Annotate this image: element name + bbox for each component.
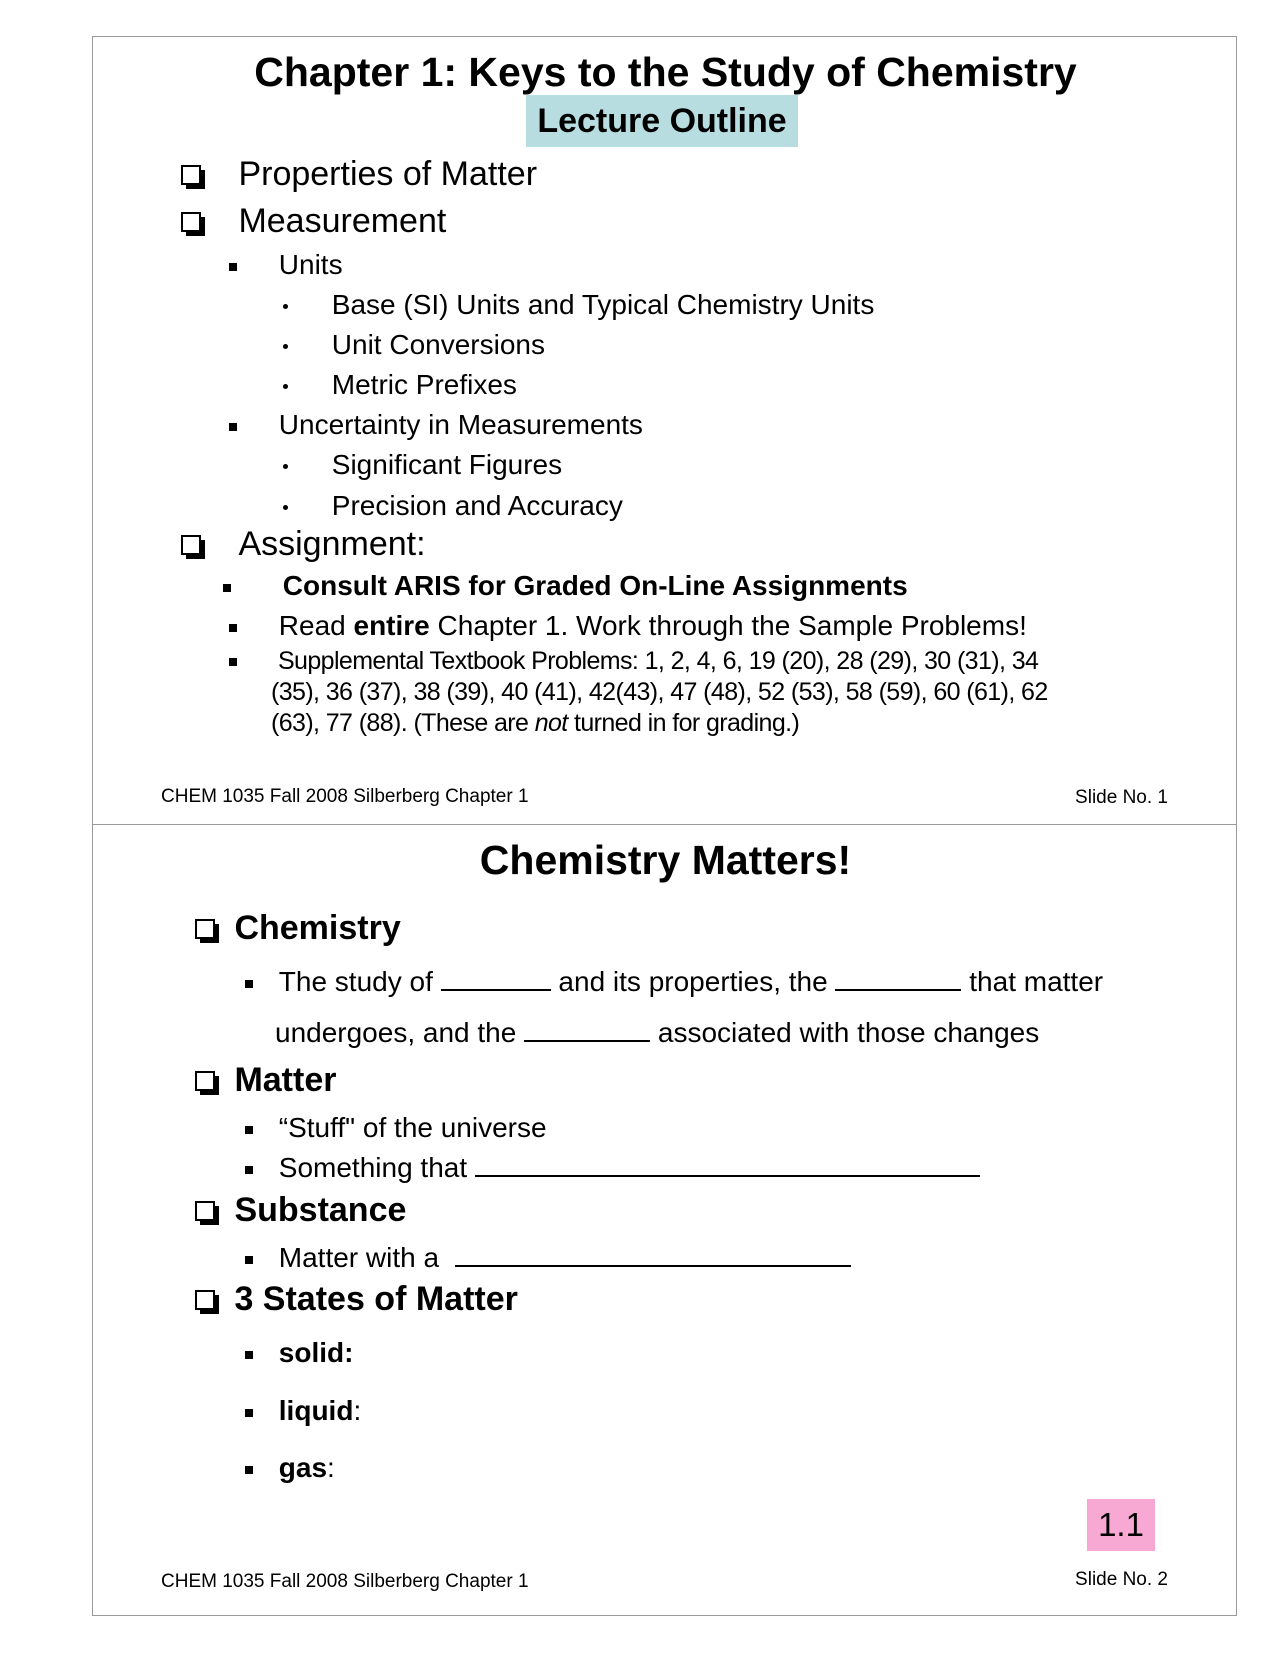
state-suffix: : [353,1395,362,1426]
slide-1 [92,36,1237,824]
assignment-item [229,647,1038,676]
bullet-label: Unit Conversions [331,329,545,360]
problems-line: Supplemental Textbook Problems: 1, 2, 4, 6, 19 (20), 28 (29), 30 (31), 34 [277,647,1039,675]
definition-line [245,965,1103,998]
fill-in-blank [441,965,551,991]
definition-line [275,1016,1039,1049]
topic-label: Properties of Matter [238,155,538,193]
fill-in-blank [475,1151,980,1177]
slide-2 [92,824,1237,1616]
bullet-label: Precision and Accuracy [331,490,623,521]
state-label: liquid [278,1395,354,1426]
definition-text: associated with those changes [650,1017,1040,1048]
problems-text: turned in for grading.) [567,709,800,737]
section-label: Matter [234,1061,337,1099]
list-item [245,1241,851,1274]
section-label: 3 States of Matter [234,1280,518,1318]
state-item [245,1337,353,1369]
state-suffix: : [327,1452,335,1483]
definition-text: The study of [278,966,441,997]
bullet-label: Significant Figures [331,449,563,480]
list-item-text: Something that [278,1152,475,1183]
square-bullet-icon [245,1126,253,1134]
square-bullet-icon [229,423,237,431]
footer-slide-number: Slide No. 1 [1075,787,1168,808]
checkbox-icon [181,535,201,555]
state-item [245,1395,361,1427]
dot-bullet-icon [283,464,288,469]
bullet-label: Base (SI) Units and Typical Chemistry Units [331,289,875,320]
problems-text: (63), 77 (88). (These are [271,709,535,737]
assignment-item [223,570,908,602]
definition-text: and its properties, the [550,966,836,997]
square-bullet-icon [245,1166,253,1174]
square-bullet-icon [245,1466,253,1474]
subtopic-label: Uncertainty in Measurements [278,409,643,440]
assignment-item [229,610,1027,642]
dot-bullet-icon [283,304,288,309]
topic-label: Assignment: [238,525,426,563]
subtopic-item [229,249,343,281]
section-label: Substance [234,1191,407,1229]
footer-course: CHEM 1035 Fall 2008 Silberberg Chapter 1 [161,786,529,807]
topic-item [181,202,446,241]
problems-emphasis: not [534,709,568,737]
topic-label: Measurement [238,202,447,240]
section-heading [195,1280,518,1319]
footer-course: CHEM 1035 Fall 2008 Silberberg Chapter 1 [161,1571,529,1592]
section-heading [195,1191,406,1230]
state-label: solid: [278,1337,354,1368]
section-heading [195,1061,336,1100]
fill-in-blank [455,1241,851,1267]
square-bullet-icon [245,1409,253,1417]
square-bullet-icon [223,584,231,592]
assignment-label-bold: entire [353,610,430,641]
square-bullet-icon [229,263,237,271]
checkbox-icon [195,919,215,939]
list-item-text: Matter with a [278,1242,447,1273]
fill-in-blank [524,1016,650,1042]
slide-section-badge: 1.1 [1087,1499,1155,1551]
assignment-label-suffix: Chapter 1. Work through the Sample Problems! [429,610,1027,641]
checkbox-icon [195,1071,215,1091]
square-bullet-icon [245,1256,253,1264]
dot-bullet-icon [283,384,288,389]
topic-item [181,525,426,564]
problems-line: (35), 36 (37), 38 (39), 40 (41), 42(43), 47 (48), 52 (53), 58 (59), 60 (61), 62 [271,678,1048,706]
section-heading [195,909,401,948]
list-item-text: “Stuff" of the universe [278,1112,547,1143]
fill-in-blank [835,965,961,991]
square-bullet-icon [229,658,237,666]
subtopic-item [229,409,643,441]
section-label: Chemistry [234,909,401,947]
list-item [245,1112,547,1144]
bullet-label: Metric Prefixes [331,369,517,400]
state-item [245,1452,335,1484]
slide-title: Chemistry Matters! [479,837,852,883]
checkbox-icon [181,212,201,232]
bullet-item [283,369,517,401]
checkbox-icon [181,165,201,185]
list-item [245,1151,980,1184]
state-label: gas [278,1452,328,1483]
square-bullet-icon [245,1351,253,1359]
bullet-item [283,449,562,481]
assignment-label-prefix: Read [278,610,354,641]
bullet-item [283,490,623,522]
dot-bullet-icon [283,505,288,510]
dot-bullet-icon [283,344,288,349]
topic-item [181,155,537,194]
checkbox-icon [195,1201,215,1221]
definition-text: undergoes, and the [275,1017,525,1048]
bullet-item [283,329,545,361]
subtopic-label: Units [278,249,343,280]
definition-text: that matter [961,966,1104,997]
square-bullet-icon [245,980,253,988]
footer-slide-number: Slide No. 2 [1075,1569,1168,1590]
checkbox-icon [195,1290,215,1310]
slide-subtitle: Lecture Outline [526,95,798,147]
slide-title: Chapter 1: Keys to the Study of Chemistry [254,49,1077,95]
square-bullet-icon [229,624,237,632]
problems-line [271,709,799,738]
bullet-item [283,289,874,321]
assignment-label: Consult ARIS for Graded On-Line Assignments [282,570,908,601]
